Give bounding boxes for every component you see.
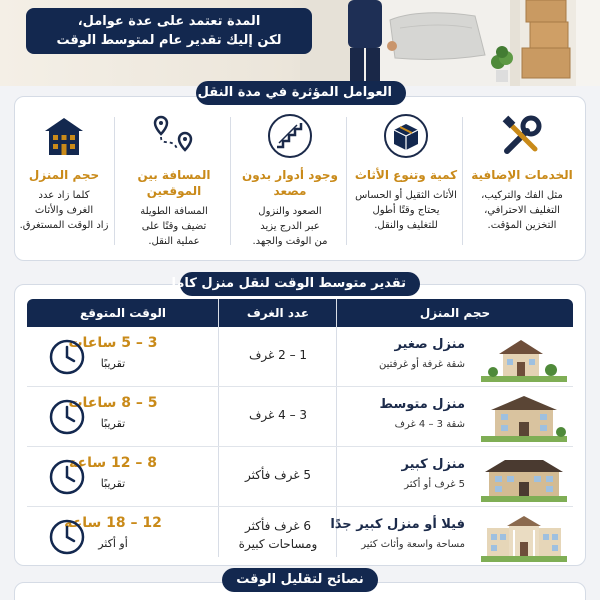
rooms-note: ومساحات كبيرة bbox=[238, 537, 318, 551]
time-note: تقريبًا bbox=[100, 477, 126, 490]
house-size-desc: شقة 3 – 4 غرف bbox=[394, 419, 465, 430]
factor-desc-line: الغرف والأثاث bbox=[34, 205, 94, 216]
time-value: 12 – 18 ساعة bbox=[64, 515, 162, 531]
factor-desc-line: كلما زاد عدد bbox=[38, 190, 90, 201]
table-row bbox=[27, 387, 573, 447]
factor-desc bbox=[351, 188, 461, 233]
table-row bbox=[27, 507, 573, 567]
factor-desc-line: تضيف وقتًا على bbox=[141, 221, 207, 232]
header-time: الوقت المتوقع bbox=[79, 306, 167, 320]
time-estimate-card bbox=[14, 284, 586, 566]
route-icon bbox=[151, 113, 197, 159]
divider bbox=[346, 117, 347, 245]
factor-desc bbox=[235, 204, 345, 249]
table-row bbox=[27, 447, 573, 507]
factor-house-size bbox=[9, 113, 119, 253]
factor-desc-line: مثل الفك والتركيب، bbox=[481, 190, 563, 201]
factor-desc-line: الصعود والنزول bbox=[258, 206, 322, 217]
house-size-name: منزل صغير bbox=[394, 337, 465, 352]
time-value: 5 – 8 ساعات bbox=[68, 395, 158, 411]
clock-icon bbox=[49, 459, 85, 495]
hero-callout bbox=[26, 8, 312, 54]
rooms-value: 6 غرف فأكثر bbox=[245, 519, 311, 533]
tips-title: نصائح لتقليل الوقت bbox=[222, 568, 378, 592]
rooms-value: 1 – 2 غرف bbox=[248, 348, 308, 362]
time-value: 3 – 5 ساعات bbox=[68, 335, 158, 351]
table-title: تقدير متوسط الوقت لنقل منزل كامل bbox=[180, 272, 420, 296]
house-size-desc: 5 غرف أو أكثر bbox=[404, 479, 465, 490]
divider bbox=[462, 117, 463, 245]
factor-desc-line: من الوقت والجهد. bbox=[252, 236, 328, 247]
building-icon bbox=[41, 113, 87, 159]
factors-card bbox=[14, 96, 586, 261]
factor-furniture bbox=[351, 113, 461, 253]
factor-desc bbox=[467, 188, 577, 233]
table-row bbox=[27, 327, 573, 387]
tools-icon bbox=[499, 113, 545, 159]
box-icon bbox=[383, 113, 429, 159]
rooms-value: 3 – 4 غرف bbox=[248, 408, 308, 422]
medium-house-image bbox=[481, 392, 567, 442]
small-house-image bbox=[481, 332, 567, 382]
factor-desc bbox=[119, 204, 229, 249]
table-header bbox=[27, 299, 573, 327]
factor-desc-line: عبر الدرج يزيد bbox=[260, 221, 320, 232]
house-size-name: منزل كبير bbox=[401, 457, 465, 472]
factor-extra-services bbox=[467, 113, 577, 253]
clock-icon bbox=[49, 519, 85, 555]
factor-desc-line: التخزين المؤقت. bbox=[487, 220, 557, 231]
factor-desc-line: زاد الوقت المستغرق. bbox=[19, 220, 109, 231]
factor-desc-line: الأثاث الثقيل أو الحساس bbox=[355, 190, 457, 201]
movers-photo bbox=[300, 0, 600, 86]
time-value: 8 – 12 ساعة bbox=[69, 455, 157, 471]
rooms-value: 5 غرف فأكثر bbox=[245, 468, 311, 482]
factor-desc bbox=[9, 188, 119, 233]
hero-banner bbox=[0, 0, 600, 86]
time-note: أو أكثر bbox=[98, 537, 128, 550]
factor-title: وجود أدوار بدون مصعد bbox=[241, 168, 339, 198]
factors-title: العوامل المؤثرة في مدة النقل bbox=[196, 81, 406, 105]
villa-image bbox=[481, 512, 567, 562]
house-size-name: منزل متوسط bbox=[379, 397, 465, 412]
time-note: تقريبًا bbox=[100, 357, 126, 370]
house-size-desc: شقة غرفة أو غرفتين bbox=[378, 359, 465, 370]
factor-distance bbox=[119, 113, 229, 253]
factor-desc-line: التغليف الاحترافي، bbox=[484, 205, 560, 216]
divider bbox=[230, 117, 231, 245]
clock-icon bbox=[49, 399, 85, 435]
time-note: تقريبًا bbox=[100, 417, 126, 430]
factor-title: الخدمات الإضافية bbox=[471, 168, 573, 182]
factor-title: حجم المنزل bbox=[28, 168, 100, 182]
factor-desc-line: يحتاج وقتًا أطول bbox=[372, 205, 440, 216]
header-rooms: عدد الغرف bbox=[246, 306, 310, 320]
factor-desc-line: عملية النقل. bbox=[148, 236, 200, 247]
house-size-name: فيلا أو منزل كبير جدًا bbox=[330, 517, 465, 532]
header-house-size: حجم المنزل bbox=[419, 306, 491, 320]
factor-title: المسافة بين الموقعين bbox=[137, 168, 211, 198]
house-size-desc: مساحة واسعة وأثاث كثير bbox=[361, 539, 465, 550]
large-house-image bbox=[481, 452, 567, 502]
factor-stairs bbox=[235, 113, 345, 253]
hero-line-2: لكن إليك تقدير عام لمتوسط الوقت bbox=[56, 33, 282, 48]
clock-icon bbox=[49, 339, 85, 375]
stairs-icon bbox=[267, 113, 313, 159]
factor-desc-line: للتغليف والنقل. bbox=[374, 220, 438, 231]
factor-desc-line: المسافة الطويلة bbox=[140, 206, 208, 217]
hero-line-1: المدة تعتمد على عدة عوامل، bbox=[77, 14, 261, 29]
factor-title: كمية وتنوع الأثاث bbox=[354, 168, 458, 182]
